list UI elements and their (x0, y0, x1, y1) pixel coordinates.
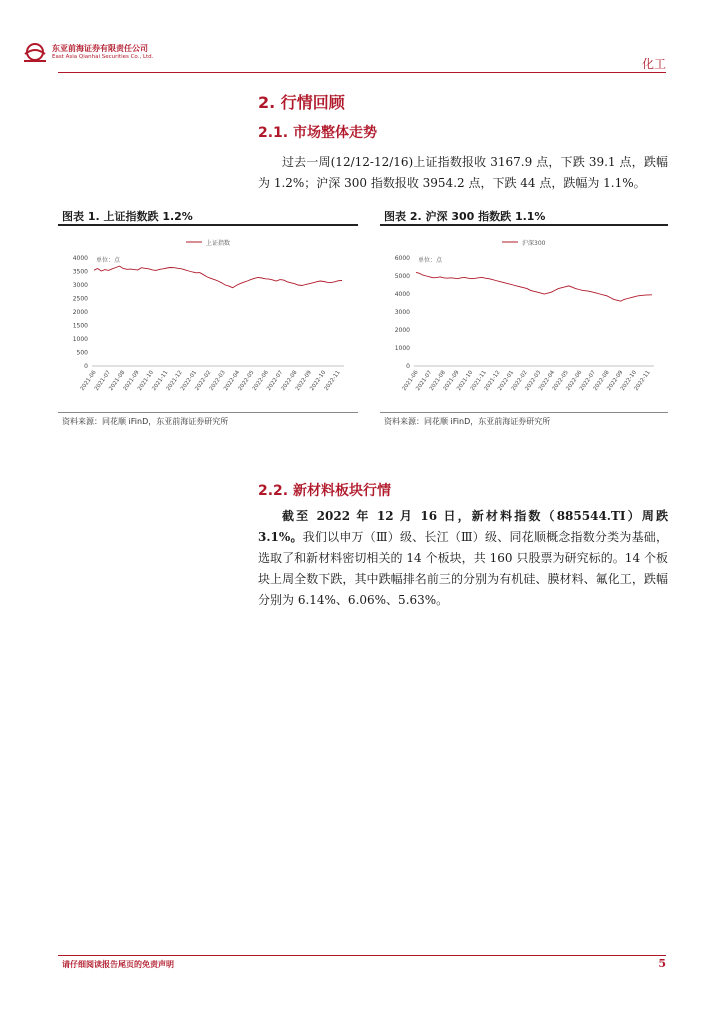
company-logo-icon (20, 42, 50, 64)
x-tick-label: 2021-12 (483, 369, 502, 392)
x-tick-label: 2022-01 (497, 369, 516, 392)
x-tick-label: 2021-09 (442, 369, 461, 392)
y-tick-label: 1500 (72, 322, 88, 330)
disclaimer-note: 请仔细阅读报告尾页的免责声明 (62, 960, 174, 969)
y-tick-label: 1000 (394, 345, 410, 352)
unit-label: 单位：点 (418, 257, 443, 264)
company-name-cn: 东亚前海证券有限责任公司 (52, 44, 148, 53)
x-tick-label: 2021-12 (165, 369, 184, 392)
x-tick-label: 2022-04 (538, 369, 557, 392)
y-tick-label: 3000 (394, 309, 410, 316)
page-number: 5 (658, 957, 666, 970)
subsection-title-market: 2.1. 市场整体走势 (258, 125, 377, 141)
y-tick-label: 3500 (72, 268, 88, 276)
x-tick-label: 2021-10 (456, 369, 475, 392)
y-tick-label: 5000 (394, 273, 410, 280)
subsection-title-new-materials: 2.2. 新材料板块行情 (258, 483, 391, 499)
x-tick-label: 2022-05 (551, 369, 570, 392)
section-title: 2. 行情回顾 (258, 93, 345, 112)
x-tick-label: 2022-01 (180, 369, 199, 392)
y-tick-label: 2500 (72, 295, 88, 303)
x-tick-label: 2022-09 (606, 369, 625, 392)
x-tick-label: 2022-06 (251, 369, 270, 392)
new-materials-paragraph (258, 506, 668, 611)
x-tick-label: 2022-05 (237, 369, 256, 392)
new-materials-detail: 我们以申万（Ⅲ）级、长江（Ⅲ）级、同花顺概念指数分类为基础，选取了和新材料密切相关的 14 个板块，共 160 只股票为研究标的。14 个板块上周全数下跌，其中跌幅排名前三的分别为有机硅、膜材料、氟化工，跌幅分别为 6.14%、6.06%、5.63%。 (258, 530, 668, 607)
x-tick-label: 2021-10 (136, 369, 156, 392)
figure-1-source: 资料来源：同花顺 iFinD，东亚前海证券研究所 (62, 417, 229, 426)
x-tick-label: 2022-08 (280, 369, 299, 392)
x-tick-label: 2022-04 (223, 369, 242, 392)
y-tick-label: 2000 (394, 327, 410, 334)
x-tick-label: 2022-03 (524, 369, 543, 392)
y-tick-label: 2000 (72, 309, 88, 316)
x-tick-label: 2022-07 (266, 369, 285, 392)
legend-label: 沪深300 (522, 240, 546, 247)
figure-1-caption: 图表 1. 上证指数跌 1.2% (62, 210, 193, 223)
header-divider (58, 72, 666, 73)
y-tick-label: 500 (76, 349, 88, 357)
x-tick-label: 2022-07 (578, 369, 598, 392)
footer-divider (58, 955, 666, 956)
new-materials-key-sentence: 截至 2022 年 12 月 16 日，新材料指数（885544.TI）周跌 3.1%。 (258, 509, 668, 544)
market-summary-paragraph: 过去一周(12/12-12/16)上证指数报收 3167.9 点，下跌 39.1 点，跌幅为 1.2%；沪深 300 指数报收 3954.2 点，下跌 44 点，跌幅为 1.1%。 (258, 155, 668, 190)
y-tick-label: 0 (406, 363, 410, 370)
x-tick-label: 2022-08 (592, 369, 611, 392)
y-tick-label: 3000 (72, 282, 88, 289)
series-line (94, 266, 342, 288)
figure-2-bottom-rule (380, 412, 668, 413)
shanghai-index-chart (58, 228, 358, 410)
x-tick-label: 2021-11 (469, 369, 488, 392)
x-tick-label: 2022-10 (309, 369, 328, 392)
x-tick-label: 2022-02 (510, 369, 529, 392)
y-tick-label: 6000 (394, 255, 410, 262)
y-tick-label: 1000 (72, 336, 88, 343)
csi300-index-chart (380, 228, 668, 410)
figure-1-top-rule (58, 224, 358, 226)
x-tick-label: 2021-07 (93, 369, 112, 392)
figure-2-caption: 图表 2. 沪深 300 指数跌 1.1% (384, 210, 546, 223)
x-tick-label: 2021-07 (415, 369, 434, 392)
unit-label: 单位：点 (96, 257, 121, 264)
x-tick-label: 2021-09 (122, 369, 141, 392)
figure-2-top-rule (380, 224, 668, 226)
x-tick-label: 2022-06 (565, 369, 584, 392)
x-tick-label: 2022-11 (323, 369, 342, 392)
x-tick-label: 2022-02 (194, 369, 213, 392)
series-line (416, 272, 652, 301)
x-tick-label: 2021-08 (428, 369, 447, 392)
x-tick-label: 2022-03 (208, 369, 227, 392)
x-tick-label: 2021-06 (401, 369, 420, 392)
industry-label: 化工 (641, 57, 666, 71)
x-tick-label: 2021-08 (108, 369, 127, 392)
y-tick-label: 4000 (72, 255, 88, 262)
figure-1-bottom-rule (58, 412, 358, 413)
x-tick-label: 2022-11 (633, 369, 652, 392)
x-tick-label: 2022-09 (294, 369, 313, 392)
x-tick-label: 2021-11 (151, 369, 170, 392)
y-tick-label: 0 (84, 363, 88, 370)
figure-2-source: 资料来源：同花顺 iFinD，东亚前海证券研究所 (384, 417, 551, 426)
legend-label: 上证指数 (206, 240, 231, 247)
company-name-en: East Asia Qianhai Securities Co., Ltd. (52, 54, 154, 60)
x-tick-label: 2022-10 (619, 369, 638, 392)
x-tick-label: 2021-06 (79, 369, 98, 392)
y-tick-label: 4000 (394, 291, 410, 298)
